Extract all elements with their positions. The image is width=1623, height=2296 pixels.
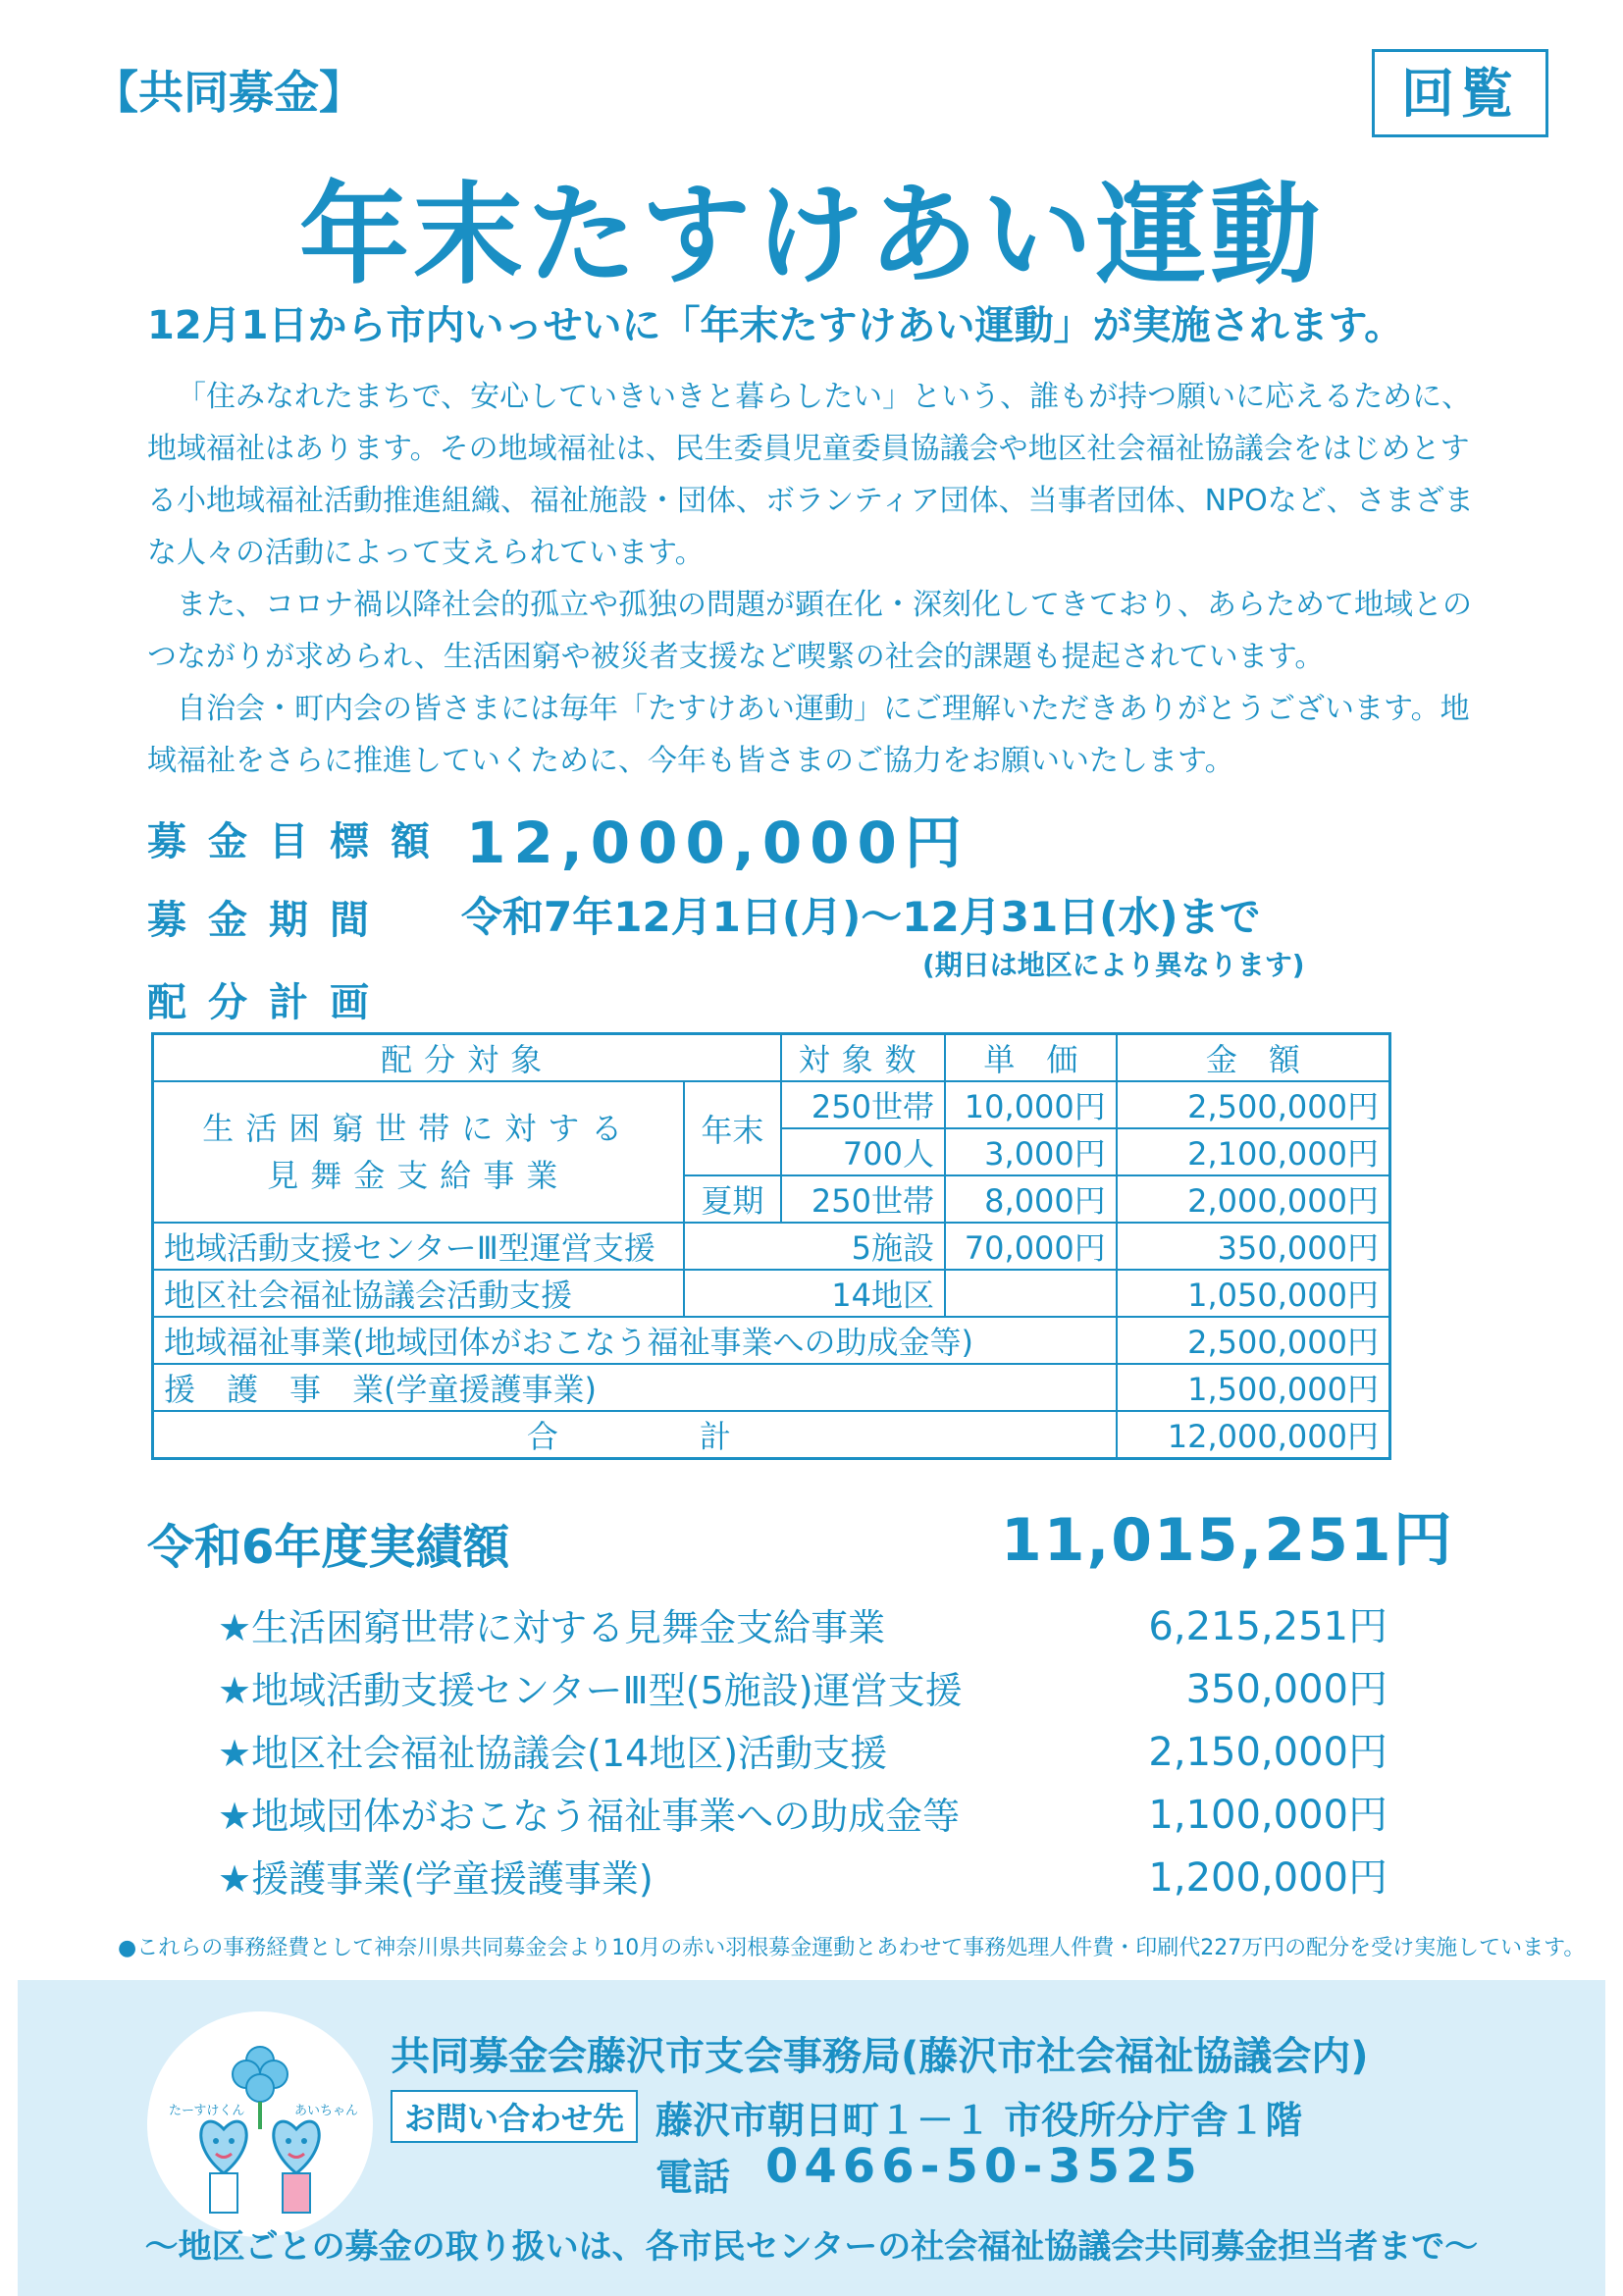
goal-label: 募金目標額: [147, 819, 451, 864]
row-relief-name-line2: 見舞金支給事業: [267, 1157, 570, 1194]
header-target: 配分対象: [153, 1034, 782, 1082]
intro-body: [147, 371, 1482, 787]
cell-amount: 350,000円: [1117, 1223, 1390, 1270]
result-item: ★地区社会福祉協議会(14地区)活動支援: [218, 1732, 888, 1775]
cell-unit: 70,000円: [945, 1223, 1117, 1270]
result-item: ★援護事業(学童援護事業): [218, 1857, 654, 1901]
cell-amount: 2,000,000円: [1117, 1175, 1390, 1223]
cell-count: 700人: [781, 1128, 945, 1175]
total-amount: 12,000,000円: [1117, 1411, 1390, 1459]
result-amount: 1,100,000円: [1148, 1793, 1387, 1838]
mascot-name-left: たーすけくん: [169, 2104, 245, 2118]
row-relief-name: [153, 1081, 684, 1223]
period-note: (期日は地区により異なります): [922, 949, 1305, 981]
table-row: [153, 1364, 1390, 1411]
season-summer: 夏期: [684, 1175, 782, 1223]
row-center-support-name: 地域活動支援センターⅢ型運営支援: [153, 1223, 684, 1270]
cell-unit: 10,000円: [945, 1081, 1117, 1128]
row-relief-name-line1: 生活困窮世帯に対する: [202, 1110, 635, 1147]
address: 藤沢市朝日町１－１ 市役所分庁舎１階: [655, 2099, 1303, 2142]
table-total-row: [153, 1411, 1390, 1459]
header-unit: 単 価: [945, 1034, 1117, 1082]
footer-note: 〜地区ごとの募金の取り扱いは、各市民センターの社会福祉協議会共同募金担当者まで〜: [144, 2227, 1479, 2267]
cell-amount: 2,100,000円: [1117, 1128, 1390, 1175]
results-label: 令和6年度実績額: [147, 1520, 510, 1575]
result-amount: 1,200,000円: [1148, 1855, 1387, 1901]
contact-label: お問い合わせ先: [391, 2090, 638, 2143]
cell-count: 250世帯: [781, 1175, 945, 1223]
table-row: [153, 1081, 1390, 1128]
row-regional-welfare-name: 地域福祉事業(地域団体がおこなう福祉事業への助成金等): [153, 1317, 1117, 1364]
footnote: ●これらの事務経費として神奈川県共同募金会より10月の赤い羽根募金運動とあわせて事務処理人件費・印刷代227万円の配分を受け実施しています。: [118, 1936, 1586, 1960]
total-label: 合 計: [153, 1411, 1117, 1459]
cell-count: 14地区: [684, 1270, 945, 1317]
season-year-end: 年末: [684, 1081, 782, 1175]
intro-paragraph-1: 「住みなれたまちで、安心していきいきと暮らしたい」という、誰もが持つ願いに応えるために、地域福祉はあります。その地域福祉は、民生委員児童委員協議会や地区社会福祉協議会をはじめとする小地域福祉活動推進組織、福祉施設・団体、ボランティア団体、当事者団体、NPOなど、さまざまな人々の活動によって支えられています。: [147, 380, 1474, 570]
header-amount: 金 額: [1117, 1034, 1390, 1082]
organization-name: 共同募金会藤沢市支会事務局(藤沢市社会福祉協議会内): [391, 2034, 1369, 2079]
plan-label: 配分計画: [147, 980, 391, 1025]
result-item: ★地域活動支援センターⅢ型(5施設)運営支援: [218, 1669, 963, 1712]
result-amount: 350,000円: [1185, 1667, 1387, 1712]
mascot-icon: [147, 2011, 373, 2237]
cell-amount: 1,050,000円: [1117, 1270, 1390, 1317]
period-value: 令和7年12月1日(月)〜12月31日(水)まで: [461, 893, 1261, 941]
cell-count: 5施設: [684, 1223, 945, 1270]
result-item: ★生活困窮世帯に対する見舞金支給事業: [218, 1606, 886, 1649]
phone-label: 電話: [655, 2156, 731, 2199]
intro-paragraph-2: また、コロナ禍以降社会的孤立や孤独の問題が顕在化・深刻化してきており、あらためて地域とのつながりが求められ、生活困窮や被災者支援など喫緊の社会的課題も提起されています。: [147, 588, 1472, 674]
row-district-council-name: 地区社会福祉協議会活動支援: [153, 1270, 684, 1317]
cell-amount: 2,500,000円: [1117, 1317, 1390, 1364]
cell-unit: 3,000円: [945, 1128, 1117, 1175]
subheading: 12月1日から市内いっせいに「年末たすけあい運動」が実施されます。: [147, 303, 1404, 348]
circulation-stamp: 回覧: [1372, 49, 1548, 137]
mascot-name-right: あいちゃん: [294, 2104, 359, 2118]
page-title: 年末たすけあい運動: [299, 172, 1324, 299]
table-header-row: [153, 1034, 1390, 1082]
cell-count: 250世帯: [781, 1081, 945, 1128]
intro-paragraph-3: 自治会・町内会の皆さまには毎年「たすけあい運動」にご理解いただきありがとうございます。地域福祉をさらに推進していくために、今年も皆さまのご協力をお願いいたします。: [147, 692, 1470, 778]
table-row: [153, 1317, 1390, 1364]
result-amount: 6,215,251円: [1148, 1604, 1387, 1649]
results-total: 11,015,251円: [1001, 1506, 1454, 1575]
cell-unit-empty: [945, 1270, 1117, 1317]
mascot-illustration: [147, 2011, 373, 2237]
cell-amount: 2,500,000円: [1117, 1081, 1390, 1128]
result-item: ★地域団体がおこなう福祉事業への助成金等: [218, 1795, 961, 1838]
table-row: [153, 1223, 1390, 1270]
cell-amount: 1,500,000円: [1117, 1364, 1390, 1411]
campaign-category: 【共同募金】: [93, 66, 364, 119]
header-count: 対象数: [781, 1034, 945, 1082]
phone-number: 0466-50-3525: [765, 2139, 1203, 2194]
result-amount: 2,150,000円: [1148, 1730, 1387, 1775]
row-relief-program-name: 援 護 事 業(学童援護事業): [153, 1364, 1117, 1411]
table-row: [153, 1270, 1390, 1317]
cell-unit: 8,000円: [945, 1175, 1117, 1223]
period-label: 募金期間: [147, 898, 391, 943]
distribution-table: [151, 1032, 1391, 1460]
goal-value: 12,000,000円: [466, 809, 969, 876]
